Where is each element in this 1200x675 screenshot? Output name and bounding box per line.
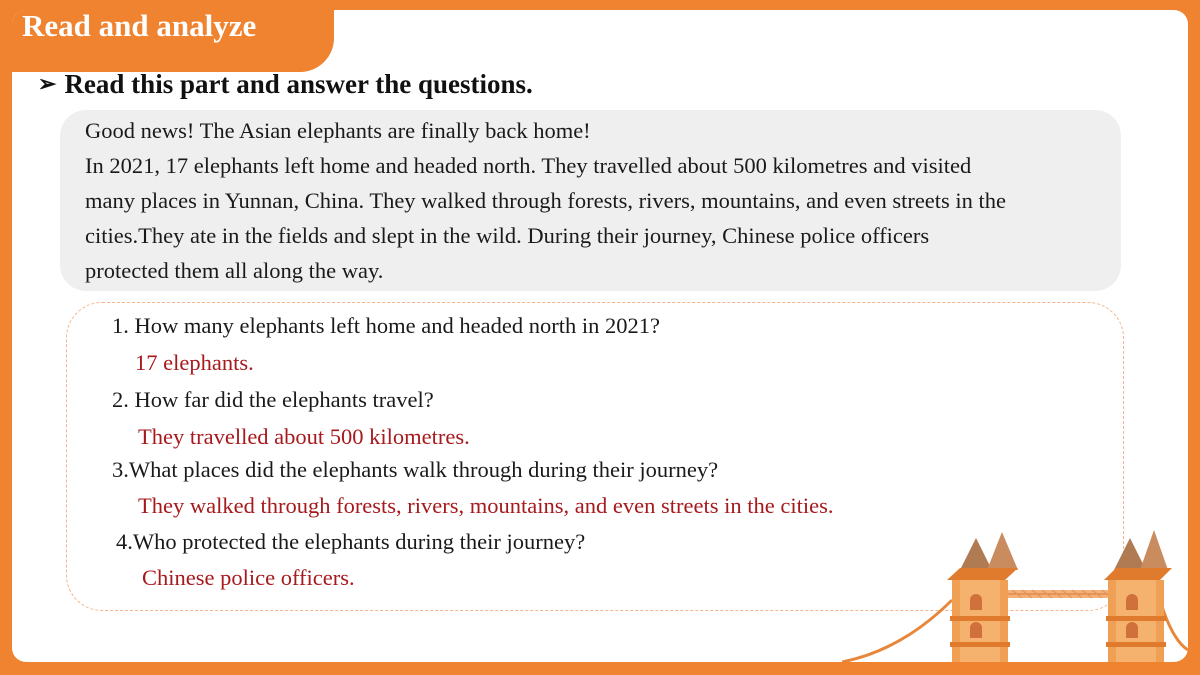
answer-4: Chinese police officers.: [142, 565, 355, 590]
passage-line: Good news! The Asian elephants are finally back home!: [85, 118, 591, 143]
question-1: 1. How many elephants left home and headed north in 2021?: [112, 313, 660, 338]
passage-line: many places in Yunnan, China. They walked through forests, rivers, mountains, and even streets in the: [85, 188, 1007, 213]
tower-bridge-icon: [842, 530, 1188, 662]
question-2: 2. How far did the elephants travel?: [112, 387, 434, 412]
passage-line: cities.They ate in the fields and slept in the wild. During their journey, Chinese police officers: [85, 223, 930, 248]
arrow-bullet-icon: ➢: [38, 71, 57, 96]
reading-passage: [60, 110, 1121, 291]
question-3: 3.What places did the elephants walk through during their journey?: [112, 457, 719, 482]
title-tab: [12, 10, 334, 72]
question-4: 4.Who protected the elephants during their journey?: [116, 529, 586, 554]
instruction-text: Read this part and answer the questions.: [64, 69, 533, 99]
passage-line: In 2021, 17 elephants left home and headed north. They travelled about 500 kilometres and visited: [85, 153, 972, 178]
answer-1: 17 elephants.: [135, 350, 254, 375]
slide: [12, 10, 1188, 662]
page-title: Read and analyze: [22, 10, 257, 43]
passage-line: protected them all along the way.: [85, 258, 384, 283]
answer-2: They travelled about 500 kilometres.: [138, 424, 470, 449]
answer-3: They walked through forests, rivers, mountains, and even streets in the cities.: [138, 493, 834, 518]
instruction: [38, 69, 533, 100]
